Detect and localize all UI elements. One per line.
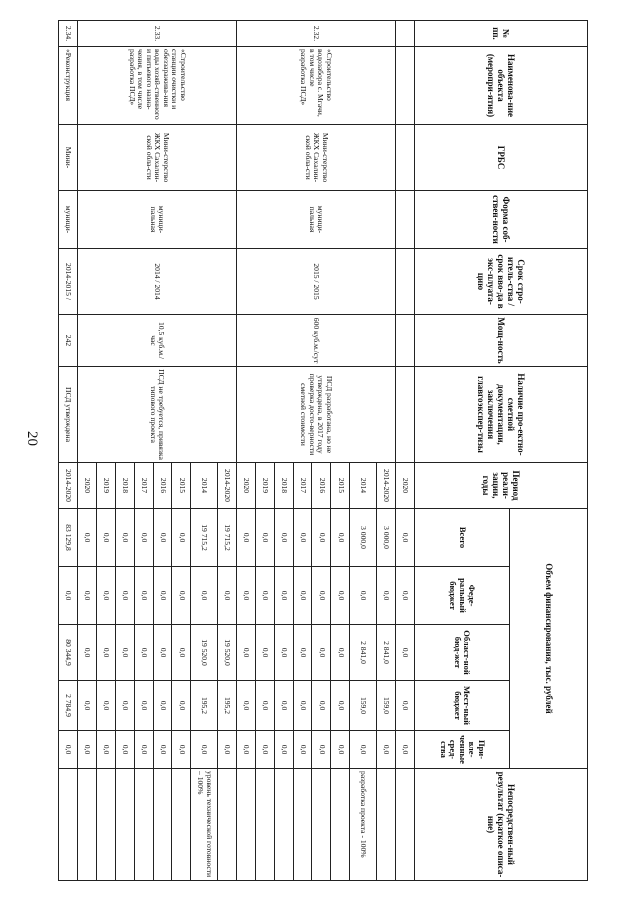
header-regional: Област-ной бюд-жет [414, 625, 510, 681]
cell-total: 0,0 [395, 509, 414, 567]
cell-federal: 0,0 [77, 567, 96, 625]
header-capacity: Мощ-ность [414, 315, 587, 367]
cell-year: 2019 [255, 463, 274, 509]
cell-federal: 0,0 [217, 567, 236, 625]
cell-total: 0,0 [172, 509, 191, 567]
cell-psd: ПСД разработана, но не утверждена, в 2017 году проверка досто-верности сметной стоимости [236, 367, 395, 463]
cell-result [77, 769, 96, 881]
cell-extra: 0,0 [376, 731, 395, 769]
cell-local: 0,0 [96, 681, 115, 731]
cell-name: «Строительство станции очистки и обеззаражива-ния воды хозяй-ственного и питьевого назна-чения, в том числе разработка ПСД» [77, 47, 236, 125]
cell-result [115, 769, 134, 881]
cell-local: 0,0 [115, 681, 134, 731]
cell-extra: 0,0 [293, 731, 312, 769]
cell-extra: 0,0 [153, 731, 172, 769]
cell-result: разработка проекта - 100% [350, 769, 377, 881]
cell-extra: 0,0 [217, 731, 236, 769]
cell-total: 0,0 [153, 509, 172, 567]
cell-total: 83 129,8 [59, 509, 78, 567]
cell-extra: 0,0 [115, 731, 134, 769]
financing-table [58, 20, 588, 881]
cell-total: 3 000,0 [376, 509, 395, 567]
cell-num: 2.34. [59, 21, 78, 47]
cell-result [172, 769, 191, 881]
cell-grbs: Мини-стерство ЖКХ Сахалин-ской обла-сти [77, 125, 236, 191]
cell-psd: ПСД не требуется, привязка типового проекта [77, 367, 236, 463]
cell-extra: 0,0 [77, 731, 96, 769]
cell-total: 19 715,2 [217, 509, 236, 567]
cell-federal: 0,0 [172, 567, 191, 625]
cell-local: 0,0 [77, 681, 96, 731]
cell-local: 195,2 [217, 681, 236, 731]
cell-regional: 19 520,0 [191, 625, 218, 681]
cell-regional: 0,0 [115, 625, 134, 681]
cell-total: 0,0 [331, 509, 350, 567]
cell-local: 0,0 [153, 681, 172, 731]
cell-regional: 2 841,0 [350, 625, 377, 681]
cell-result [395, 769, 414, 881]
cell-year: 2015 [331, 463, 350, 509]
cell-year: 2014 [191, 463, 218, 509]
cell-result [293, 769, 312, 881]
table-row [59, 21, 78, 881]
cell-federal: 0,0 [191, 567, 218, 625]
cell-local: 2 784,9 [59, 681, 78, 731]
cell-year: 2018 [115, 463, 134, 509]
cell-year: 2019 [96, 463, 115, 509]
cell-extra: 0,0 [191, 731, 218, 769]
cell-regional: 0,0 [293, 625, 312, 681]
cell-local: 0,0 [274, 681, 293, 731]
cell-regional: 0,0 [312, 625, 331, 681]
cell-federal: 0,0 [96, 567, 115, 625]
cell-regional: 19 520,0 [217, 625, 236, 681]
cell-result [274, 769, 293, 881]
cell-local: 0,0 [331, 681, 350, 731]
cell-federal: 0,0 [255, 567, 274, 625]
cell-local: 0,0 [312, 681, 331, 731]
cell-result [376, 769, 395, 881]
header-federal: Феде-ральный бюджет [414, 567, 510, 625]
cell-total: 0,0 [77, 509, 96, 567]
cell-federal: 0,0 [236, 567, 255, 625]
cell-year: 2016 [153, 463, 172, 509]
cell-result: уровень технической готовности – 100% [191, 769, 218, 881]
cell-grbs: Мини- [59, 125, 78, 191]
header-grbs: ГРБС [414, 125, 587, 191]
cell-federal: 0,0 [115, 567, 134, 625]
cell-local: 195,2 [191, 681, 218, 731]
cell-regional: 0,0 [134, 625, 153, 681]
cell-extra: 0,0 [312, 731, 331, 769]
cell-federal: 0,0 [312, 567, 331, 625]
cell-federal: 0,0 [376, 567, 395, 625]
header-funding: Объем финансирования, тыс. рублей [510, 509, 588, 769]
cell-grbs: Мини-стерство ЖКХ Сахалин-ской обла-сти [236, 125, 395, 191]
cell-ownership: муници-пальная [236, 191, 395, 249]
cell-ownership: муници- [59, 191, 78, 249]
cell-extra: 0,0 [134, 731, 153, 769]
cell-name: «Строительство водозабора с. Мгачи, в том числе разработка ПСД» [236, 47, 395, 125]
cell-regional: 0,0 [236, 625, 255, 681]
cell-extra: 0,0 [350, 731, 377, 769]
cell-result [312, 769, 331, 881]
cell-capacity: 10,5 куб.м./час [77, 315, 236, 367]
cell-year: 2017 [293, 463, 312, 509]
header-extra: При-вле-ченные сред-ства [414, 731, 510, 769]
cell-regional: 0,0 [274, 625, 293, 681]
cell-psd: ПСД утверждена [59, 367, 78, 463]
cell-regional: 0,0 [96, 625, 115, 681]
cell-regional: 0,0 [395, 625, 414, 681]
cell-regional: 0,0 [172, 625, 191, 681]
header-years: Период реали-зации, годы [414, 463, 587, 509]
cell-total: 0,0 [312, 509, 331, 567]
cell-num: 2.33. [77, 21, 236, 47]
cell-local: 159,0 [350, 681, 377, 731]
cell-local: 0,0 [255, 681, 274, 731]
cell-result [134, 769, 153, 881]
cell-year: 2015 [172, 463, 191, 509]
cell-regional: 0,0 [331, 625, 350, 681]
cell-extra: 0,0 [331, 731, 350, 769]
header-local: Мест-ный бюджет [414, 681, 510, 731]
cell-local: 0,0 [395, 681, 414, 731]
cell-result [59, 769, 78, 881]
cell-year: 2017 [134, 463, 153, 509]
cell-local: 0,0 [134, 681, 153, 731]
cell-federal: 0,0 [59, 567, 78, 625]
cell-result [153, 769, 172, 881]
cell-local: 0,0 [172, 681, 191, 731]
cell-federal: 0,0 [293, 567, 312, 625]
cell-total: 0,0 [274, 509, 293, 567]
cell-regional: 0,0 [255, 625, 274, 681]
cell-extra: 0,0 [172, 731, 191, 769]
cell-result [96, 769, 115, 881]
cell-capacity: 242 [59, 315, 78, 367]
cell-regional: 0,0 [77, 625, 96, 681]
cell-period: 2015 / 2015 [236, 249, 395, 315]
cell-total: 19 715,2 [191, 509, 218, 567]
cell-regional: 2 841,0 [376, 625, 395, 681]
header-num: № пп. [414, 21, 587, 47]
header-total: Всего [414, 509, 510, 567]
cell-local: 159,0 [376, 681, 395, 731]
cell-year: 2014-2020 [59, 463, 78, 509]
cell-extra: 0,0 [236, 731, 255, 769]
cell-federal: 0,0 [153, 567, 172, 625]
cell-year: 2020 [395, 463, 414, 509]
cell-extra: 0,0 [96, 731, 115, 769]
cell-local: 0,0 [236, 681, 255, 731]
cell-local: 0,0 [293, 681, 312, 731]
cell-total: 0,0 [96, 509, 115, 567]
cell-extra: 0,0 [255, 731, 274, 769]
header-period: Срок стро-итель-ства / срок вво-да в экс-плуата-цию [414, 249, 587, 315]
table-row [395, 21, 414, 881]
cell-result [331, 769, 350, 881]
header-result: Непосредствен-ный результат (краткое описа-ние) [414, 769, 587, 881]
cell-federal: 0,0 [274, 567, 293, 625]
cell-year: 2016 [312, 463, 331, 509]
table-row [376, 21, 395, 881]
header-name: Наименова-ние объекта (меропри-ятия) [414, 47, 587, 125]
cell-extra: 0,0 [274, 731, 293, 769]
cell-federal: 0,0 [350, 567, 377, 625]
cell-total: 0,0 [134, 509, 153, 567]
header-ownership: Форма соб-ствен-ности [414, 191, 587, 249]
cell-result [255, 769, 274, 881]
cell-year: 2014-2020 [376, 463, 395, 509]
cell-regional: 0,0 [153, 625, 172, 681]
cell-year: 2020 [77, 463, 96, 509]
cell-extra: 0,0 [395, 731, 414, 769]
cell-result [236, 769, 255, 881]
cell-total: 0,0 [236, 509, 255, 567]
rotated-table-wrapper [58, 20, 588, 880]
cell-total: 3 000,0 [350, 509, 377, 567]
cell-federal: 0,0 [134, 567, 153, 625]
page-number: 20 [24, 431, 40, 446]
cell-ownership: муници-пальная [77, 191, 236, 249]
cell-period: 2014 / 2014 [77, 249, 236, 315]
header-psd: Наличие про-ектно-сметной документации, заключения главгоэкспер-тизы [414, 367, 587, 463]
cell-result [217, 769, 236, 881]
cell-num: 2.32. [236, 21, 395, 47]
cell-total: 0,0 [255, 509, 274, 567]
cell-year: 2014-2020 [217, 463, 236, 509]
cell-extra: 0,0 [59, 731, 78, 769]
cell-year: 2018 [274, 463, 293, 509]
cell-total: 0,0 [293, 509, 312, 567]
cell-federal: 0,0 [331, 567, 350, 625]
cell-federal: 0,0 [395, 567, 414, 625]
cell-capacity: 600 куб.м./сут [236, 315, 395, 367]
cell-name: «Реконструкция [59, 47, 78, 125]
cell-period: 2014-2015 / [59, 249, 78, 315]
table-row [217, 21, 236, 881]
cell-regional: 80 344,9 [59, 625, 78, 681]
cell-year: 2014 [350, 463, 377, 509]
cell-total: 0,0 [115, 509, 134, 567]
cell-year: 2020 [236, 463, 255, 509]
